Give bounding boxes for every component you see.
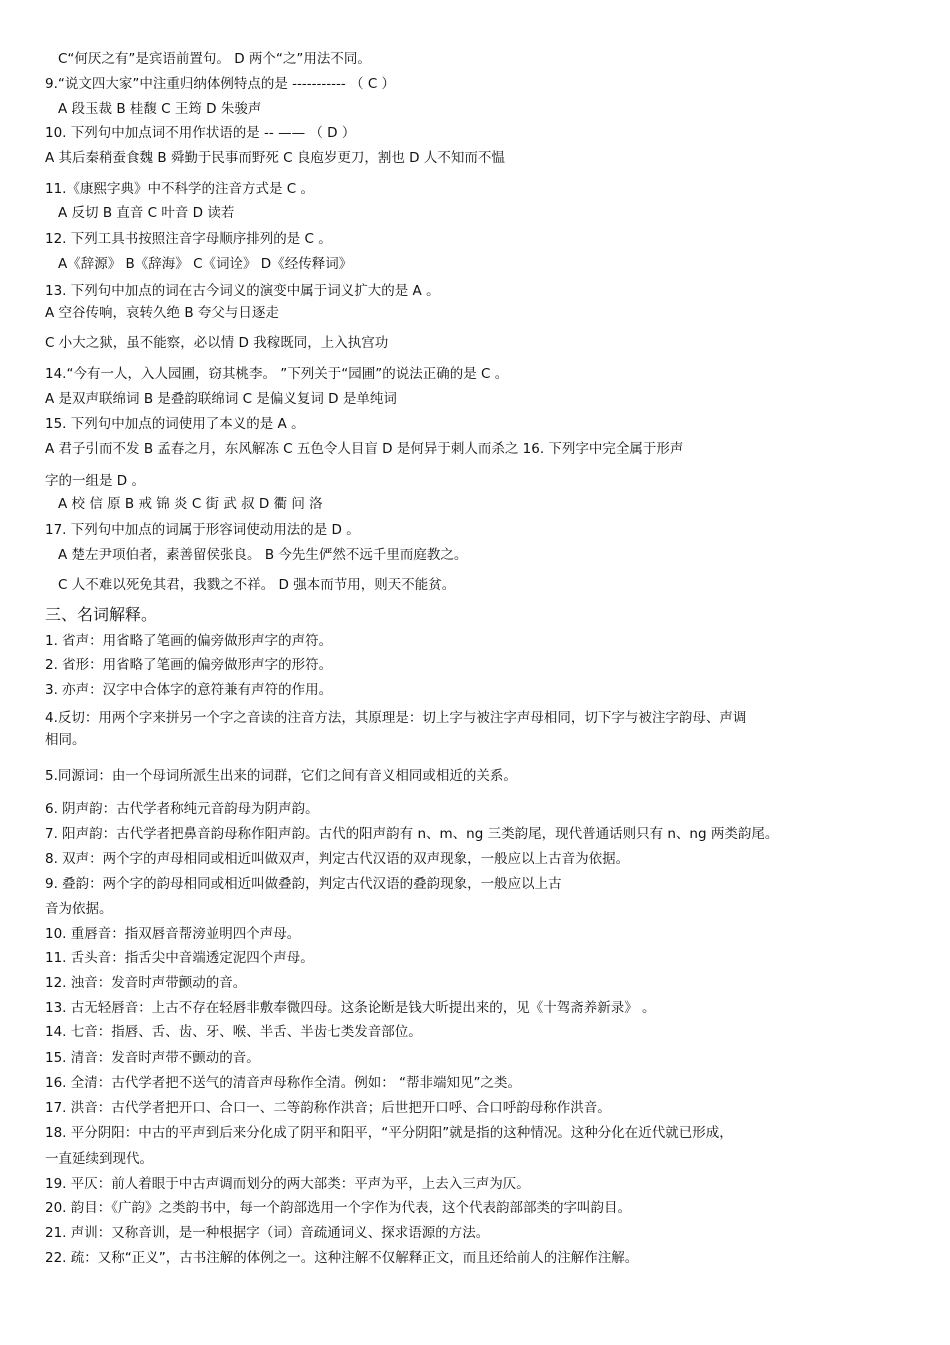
term-8: 8. 双声：两个字的声母相同或相近叫做双声，判定古代汉语的双声现象，一般应以上古音为依据。 [45,851,630,867]
term-17: 17. 洪音：古代学者把开口、合口一、二等韵称作洪音；后世把开口呼、合口呼韵母称作洪音。 [45,1100,611,1116]
term-15: 15. 清音：发音时声带不颤动的音。 [45,1050,260,1066]
option-line: A 君子引而不发 B 孟春之月，东风解冻 C 五色令人目盲 D 是何异于刺人而杀之 16. 下列字中完全属于形声 [45,441,684,457]
term-20: 20. 韵目：《广韵》之类韵书中，每一个韵部选用一个字作为代表，这个代表韵部部类的字叫韵目。 [45,1200,632,1216]
term-21: 21. 声训：又称音训，是一种根据字（词）音疏通词义、探求语源的方法。 [45,1225,490,1241]
option-line: A 楚左尹项伯者，素善留侯张良。 B 今先生俨然不远千里而庭教之。 [58,547,468,563]
term-12: 12. 浊音：发音时声带颤动的音。 [45,975,247,991]
option-line: C 人不难以死免其君，我戮之不祥。 D 强本而节用，则天不能贫。 [58,577,456,593]
option-line: C 小大之狱，虽不能察，必以情 D 我稼既同，上入执宫功 [45,335,389,351]
term-9-cont: 音为依据。 [45,901,113,917]
term-5: 5.同源词：由一个母词所派生出来的词群，它们之间有音义相同或相近的关系。 [45,768,517,784]
option-line: A 空谷传响，哀转久绝 B 夸父与日逐走 [45,305,279,321]
section-heading: 三、名词解释。 [45,605,158,624]
question-14: 14.“今有一人，入人园圃，窃其桃李。 ”下列关于“园圃”的说法正确的是 C 。 [45,366,509,382]
term-18: 18. 平分阴阳：中古的平声到后来分化成了阴平和阳平，“平分阴阳”就是指的这种情况。这种分化在近代就已形成， [45,1125,733,1141]
option-line: A《辞源》 B《辞海》 C《词诠》 D《经传释词》 [58,256,353,272]
term-6: 6. 阴声韵：古代学者称纯元音韵母为阴声韵。 [45,801,319,817]
term-22: 22. 疏：又称“正义”，古书注解的体例之一。这种注解不仅解释正文，而且还给前人的注解作注解。 [45,1250,639,1266]
term-16: 16. 全清：古代学者把不送气的清音声母称作全清。例如： “帮非端知见”之类。 [45,1075,522,1091]
term-7: 7. 阳声韵：古代学者把鼻音韵母称作阳声韵。古代的阳声韵有 n、m、ng 三类韵尾，现代普通话则只有 n、ng 两类韵尾。 [45,826,779,842]
option-line: A 反切 B 直音 C 叶音 D 读若 [58,205,235,221]
question-17: 17. 下列句中加点的词属于形容词使动用法的是 D 。 [45,522,360,538]
term-10: 10. 重唇音：指双唇音帮滂並明四个声母。 [45,926,301,942]
question-12: 12. 下列工具书按照注音字母顺序排列的是 C 。 [45,231,332,247]
question-16-cont: 字的一组是 D 。 [45,473,145,489]
option-line: A 是双声联绵词 B 是叠韵联绵词 C 是偏义复词 D 是单纯词 [45,391,397,407]
question-15: 15. 下列句中加点的词使用了本义的是 A 。 [45,416,305,432]
term-11: 11. 舌头音：指舌尖中音端透定泥四个声母。 [45,950,314,966]
term-9: 9. 叠韵：两个字的韵母相同或相近叫做叠韵，判定古代汉语的叠韵现象，一般应以上古 [45,876,562,892]
term-18-cont: 一直延续到现代。 [45,1151,153,1167]
question-13: 13. 下列句中加点的词在古今词义的演变中属于词义扩大的是 A 。 [45,283,440,299]
term-1: 1. 省声：用省略了笔画的偏旁做形声字的声符。 [45,633,333,649]
option-line: A 其后秦稍蚕食魏 B 舜勤于民事而野死 C 良庖岁更刀，割也 D 人不知而不愠 [45,150,505,166]
term-14: 14. 七音：指唇、舌、齿、牙、喉、半舌、半齿七类发音部位。 [45,1024,422,1040]
term-4-cont: 相同。 [45,732,86,748]
term-2: 2. 省形：用省略了笔画的偏旁做形声字的形符。 [45,657,333,673]
question-10: 10. 下列句中加点词不用作状语的是 -- —— （ D ） [45,125,356,141]
term-13: 13. 古无轻唇音：上古不存在轻唇非敷奉微四母。这条论断是钱大昕提出来的，见《十驾斋养新录》 。 [45,1000,656,1016]
option-line: A 校 信 原 B 戒 锦 炎 C 街 武 叔 D 衢 问 洛 [58,496,323,512]
question-11: 11.《康熙字典》中不科学的注音方式是 C 。 [45,181,314,197]
question-9: 9.“说文四大家”中注重归纳体例特点的是 ----------- （ C ） [45,76,396,92]
option-line: C“何厌之有”是宾语前置句。 D 两个“之”用法不同。 [58,51,371,67]
term-19: 19. 平仄：前人着眼于中古声调而划分的两大部类：平声为平，上去入三声为仄。 [45,1176,530,1192]
term-4: 4.反切：用两个字来拼另一个字之音读的注音方法，其原理是：切上字与被注字声母相同，切下字与被注字韵母、声调 [45,710,747,726]
term-3: 3. 亦声：汉字中合体字的意符兼有声符的作用。 [45,682,333,698]
option-line: A 段玉裁 B 桂馥 C 王筠 D 朱骏声 [58,101,262,117]
